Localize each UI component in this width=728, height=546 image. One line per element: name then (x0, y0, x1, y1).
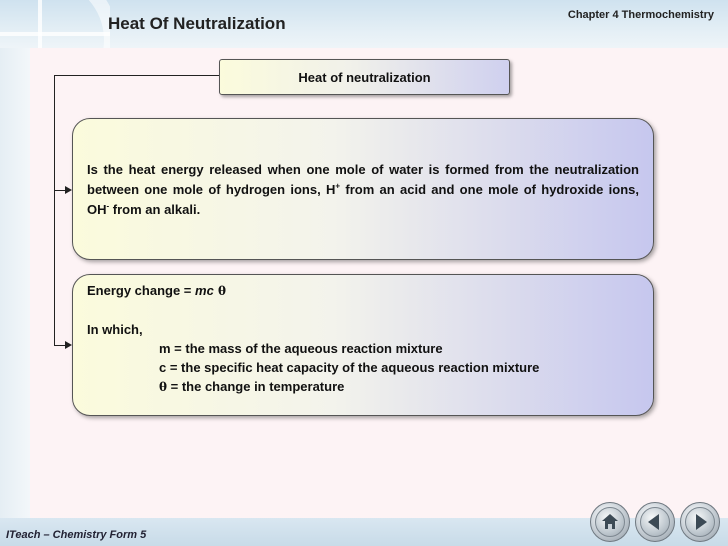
heading-label: Heat of neutralization (298, 69, 431, 85)
chapter-label: Chapter 4 Thermochemistry (567, 9, 714, 21)
formula-box (72, 274, 654, 416)
heading-box (219, 59, 510, 95)
plus-superscript: + (335, 181, 341, 191)
definition-box (72, 118, 654, 260)
theta-symbol: θ (213, 284, 226, 298)
arrow-1-icon (65, 186, 72, 194)
header-band (0, 0, 728, 48)
energy-change-formula: Energy change = mc θ (87, 283, 226, 298)
definition-line: θ = the change in temperature (159, 379, 345, 394)
definition-line: c = the specific heat capacity of the aqueous reaction mixture (159, 360, 540, 375)
minus-superscript: - (106, 201, 110, 211)
next-button[interactable] (680, 502, 720, 542)
home-button[interactable] (590, 502, 630, 542)
definition-text: Is the heat energy released when one mole of water is formed from the neutralization between one mole of hydrogen ions, H+ from an acid and one mole of hydroxide ions, OH- from an alkali. (87, 162, 640, 217)
previous-icon (640, 507, 670, 537)
in-which-label: In which, (87, 322, 143, 337)
next-icon (685, 507, 715, 537)
slide-title: Heat Of Neutralization (108, 14, 286, 33)
definition-line: m = the mass of the aqueous reaction mixture (159, 341, 443, 356)
arrow-2-icon (65, 341, 72, 349)
mc-term: mc (195, 283, 214, 298)
footer-text: ITeach – Chemistry Form 5 (6, 529, 147, 541)
connector-vertical (54, 75, 55, 345)
home-icon (595, 507, 625, 537)
connector-top (54, 75, 220, 76)
left-strip (0, 48, 30, 518)
previous-button[interactable] (635, 502, 675, 542)
